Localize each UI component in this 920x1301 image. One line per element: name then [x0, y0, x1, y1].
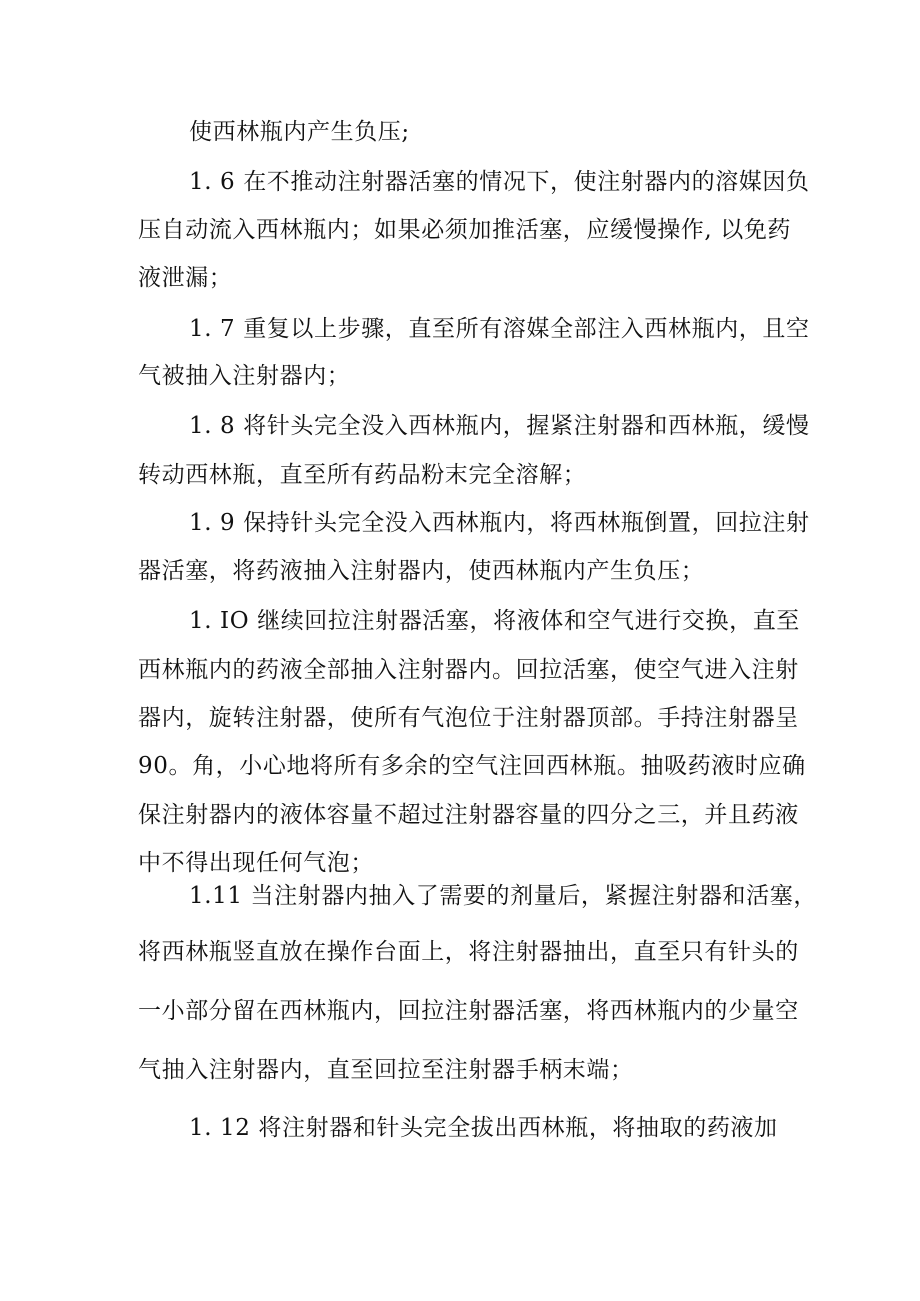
text-line: 将西林瓶竖直放在操作台面上，将注射器抽出，直至只有针头的 — [138, 939, 799, 965]
text-line: 1.11 当注射器内抽入了需要的剂量后，紧握注射器和活塞， — [189, 883, 817, 909]
text-line: 液泄漏； — [138, 265, 233, 291]
text-line: 器活塞，将药液抽入注射器内，使西林瓶内产生负压； — [138, 558, 705, 584]
text-line: 1. 9 保持针头完全没入西林瓶内，将西林瓶倒置，回拉注射 — [189, 510, 810, 536]
text-line: 1. 8 将针头完全没入西林瓶内，握紧注射器和西林瓶，缓慢 — [189, 413, 810, 439]
text-line: 器内，旋转注射器，使所有气泡位于注射器顶部。手持注射器呈 — [138, 705, 799, 731]
text-line: 90。角，小心地将所有多余的空气注回西林瓶。抽吸药液时应确 — [138, 753, 806, 779]
text-line: 1. 12 将注射器和针头完全拔出西林瓶，将抽取的药液加 — [189, 1115, 778, 1141]
text-line: 1. 7 重复以上步骤，直至所有溶媒全部注入西林瓶内，且空 — [189, 316, 810, 342]
text-line: 保注射器内的液体容量不超过注射器容量的四分之三，并且药液 — [138, 802, 799, 828]
text-line: 中不得出现任何气泡； — [138, 850, 374, 876]
text-line: 气被抽入注射器内； — [138, 363, 351, 389]
text-line: 1. 6 在不推动注射器活塞的情况下，使注射器内的溶媒因负 — [189, 169, 810, 195]
text-line: 一小部分留在西林瓶内，回拉注射器活塞，将西林瓶内的少量空 — [138, 998, 799, 1024]
text-line: 压自动流入西林瓶内；如果必须加推活塞，应缓慢操作, 以免药 — [138, 217, 792, 243]
text-line: 西林瓶内的药液全部抽入注射器内。回拉活塞，使空气进入注射 — [138, 657, 799, 683]
text-line: 气抽入注射器内，直至回拉至注射器手柄末端； — [138, 1057, 634, 1083]
text-line: 转动西林瓶，直至所有药品粉末完全溶解； — [138, 462, 587, 488]
text-line: 1. IO 继续回拉注射器活塞，将液体和空气进行交换，直至 — [189, 608, 800, 634]
text-line: 使西林瓶内产生负压; — [189, 119, 410, 145]
